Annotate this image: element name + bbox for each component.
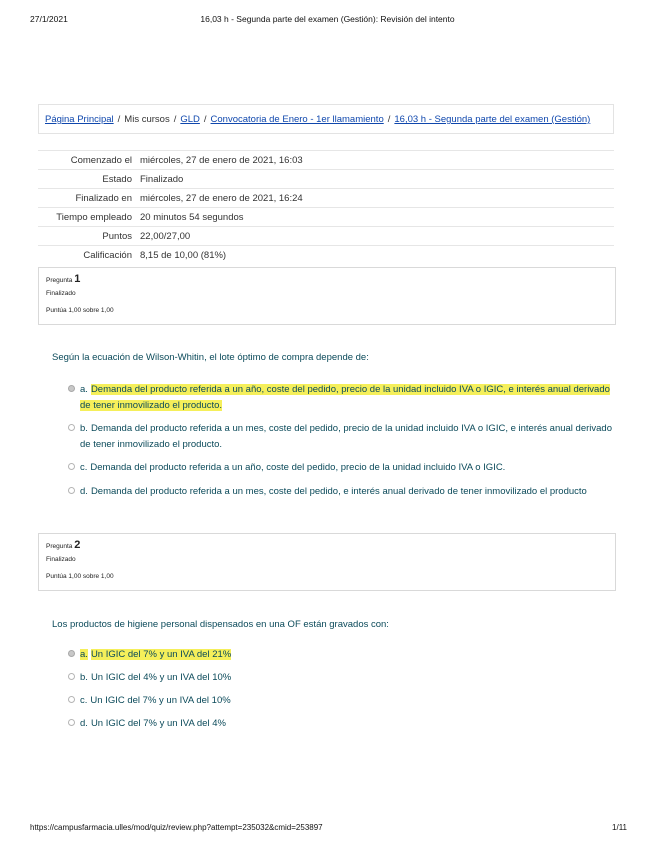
radio-button[interactable]: [68, 487, 75, 494]
answer-text: Un IGIC del 7% y un IVA del 10%: [90, 695, 231, 706]
summary-row: [38, 227, 614, 246]
question-1-answer-d[interactable]: [56, 484, 616, 500]
radio-button[interactable]: [68, 673, 75, 680]
summary-key: Finalizado en: [38, 189, 140, 208]
answer-letter: d.: [80, 718, 88, 729]
answer-text: Demanda del producto referida a un mes, coste del pedido, e interés anual derivado de tener inmovilizado el producto: [90, 486, 587, 497]
summary-value: miércoles, 27 de enero de 2021, 16:24: [140, 189, 614, 208]
summary-row: [38, 151, 614, 170]
summary-key: Comenzado el: [38, 151, 140, 170]
print-title: 16,03 h - Segunda parte del examen (Gestión): Revisión del intento: [200, 14, 455, 24]
summary-row: [38, 246, 614, 265]
radio-button[interactable]: [68, 424, 75, 431]
attempt-summary-table: [38, 150, 614, 264]
radio-button[interactable]: [68, 696, 75, 703]
breadcrumb: [38, 104, 614, 134]
question-1-answer-a[interactable]: [56, 382, 616, 414]
breadcrumb-separator: /: [117, 114, 121, 125]
print-date: 27/1/2021: [30, 14, 68, 24]
summary-value: Finalizado: [140, 170, 614, 189]
question-state: Finalizado: [46, 556, 76, 563]
summary-value: miércoles, 27 de enero de 2021, 16:03: [140, 151, 614, 170]
question-points: Puntúa 1,00 sobre 1,00: [46, 307, 114, 314]
radio-button-selected[interactable]: [68, 385, 75, 392]
question-2-answer-a[interactable]: [56, 647, 616, 663]
answer-text: Demanda del producto referida a un año, coste del pedido, precio de la unidad incluido IVA o IGIC, e interés anual derivado de tener inmovilizado el producto.: [80, 384, 610, 411]
question-1-text: Según la ecuación de Wilson-Whitin, el lote óptimo de compra depende de:: [52, 352, 369, 363]
question-points: Puntúa 1,00 sobre 1,00: [46, 573, 114, 580]
breadcrumb-separator: /: [387, 114, 391, 125]
summary-key: Calificación: [38, 246, 140, 265]
question-2-answer-c[interactable]: [56, 693, 616, 709]
question-2-answer-b[interactable]: [56, 670, 616, 686]
answer-letter: c.: [80, 462, 88, 473]
breadcrumb-quiz[interactable]: 16,03 h - Segunda parte del examen (Gestión): [394, 114, 591, 125]
question-2-info: [38, 533, 616, 591]
question-1-info: [38, 267, 616, 325]
summary-key: Tiempo empleado: [38, 208, 140, 227]
question-number: 2: [74, 539, 81, 551]
answer-text: Demanda del producto referida a un año, coste del pedido, precio de la unidad incluido IVA o IGIC.: [90, 462, 506, 473]
summary-row: [38, 208, 614, 227]
question-1-answer-b[interactable]: [56, 421, 616, 453]
page-number: 1/11: [612, 823, 627, 832]
question-label: Pregunta: [46, 543, 73, 550]
breadcrumb-course[interactable]: GLD: [180, 114, 200, 125]
answer-text: Un IGIC del 4% y un IVA del 10%: [90, 672, 232, 683]
question-label: Pregunta: [46, 277, 73, 284]
radio-button-selected[interactable]: [68, 650, 75, 657]
question-1-answer-c[interactable]: [56, 460, 616, 476]
summary-row: [38, 170, 614, 189]
answer-letter: d.: [80, 486, 88, 497]
print-url: https://campusfarmacia.ulles/mod/quiz/review.php?attempt=235032&cmid=253897: [30, 823, 323, 832]
summary-value: 22,00/27,00: [140, 227, 614, 246]
answer-text: Un IGIC del 7% y un IVA del 4%: [90, 718, 226, 729]
breadcrumb-section[interactable]: Convocatoria de Enero - 1er llamamiento: [210, 114, 384, 125]
answer-letter: a.: [80, 649, 88, 660]
answer-text: Un IGIC del 7% y un IVA del 21%: [90, 649, 232, 660]
breadcrumb-my-courses: Mis cursos: [124, 114, 170, 125]
summary-row: [38, 189, 614, 208]
radio-button[interactable]: [68, 463, 75, 470]
answer-letter: a.: [80, 384, 88, 395]
answer-letter: c.: [80, 695, 88, 706]
summary-value: 8,15 de 10,00 (81%): [140, 246, 614, 265]
breadcrumb-separator: /: [173, 114, 177, 125]
answer-letter: b.: [80, 423, 88, 434]
answer-text: Demanda del producto referida a un mes, coste del pedido, precio de la unidad incluido IVA o IGIC, e interés anual derivado de tener inmovilizado el producto.: [80, 423, 612, 450]
radio-button[interactable]: [68, 719, 75, 726]
question-state: Finalizado: [46, 290, 76, 297]
summary-key: Estado: [38, 170, 140, 189]
breadcrumb-home[interactable]: Página Principal: [45, 114, 114, 125]
question-2-text: Los productos de higiene personal dispensados en una OF están gravados con:: [52, 619, 389, 630]
breadcrumb-separator: /: [203, 114, 207, 125]
summary-value: 20 minutos 54 segundos: [140, 208, 614, 227]
question-2-answer-d[interactable]: [56, 716, 616, 732]
question-number: 1: [74, 273, 81, 285]
summary-key: Puntos: [38, 227, 140, 246]
answer-letter: b.: [80, 672, 88, 683]
